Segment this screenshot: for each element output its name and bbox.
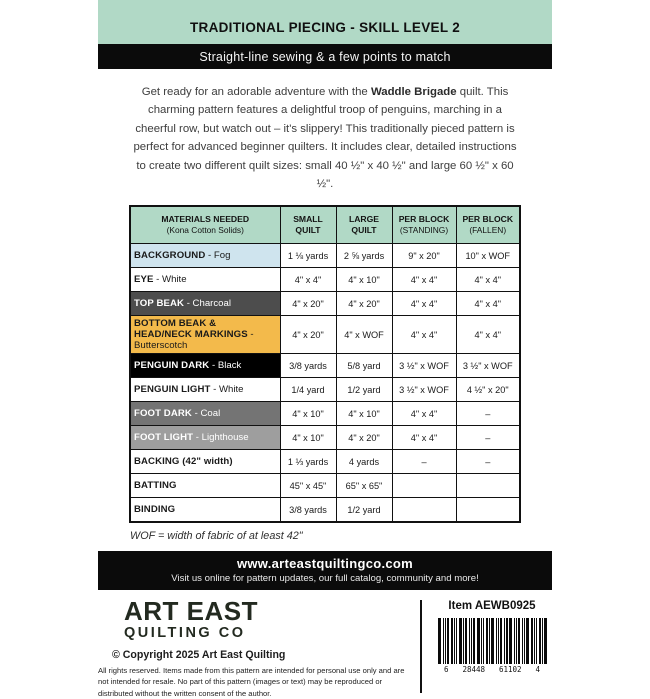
material-label: FOOT LIGHT - Lighthouse (130, 426, 280, 450)
page-title: TRADITIONAL PIECING - SKILL LEVEL 2 (189, 20, 461, 35)
company-logo (98, 595, 416, 641)
footer-right (432, 598, 552, 699)
material-value: 3 ½" x WOF (392, 354, 456, 378)
material-value: 3 ½" x WOF (392, 378, 456, 402)
material-value: 4" x 4" (456, 316, 520, 354)
material-value: 65" x 65" (336, 474, 392, 498)
copyright-line: © Copyright 2025 Art East Quilting (112, 648, 286, 661)
table-row (130, 402, 520, 426)
website-tagline: Visit us online for pattern updates, our full catalog, community and more! (171, 573, 479, 585)
material-label: BACKING (42" width) (130, 450, 280, 474)
material-value: 4" x 10" (336, 402, 392, 426)
material-value (456, 474, 520, 498)
table-row (130, 378, 520, 402)
material-value (456, 498, 520, 522)
col-per-block-fallen: PER BLOCK (FALLEN) (456, 206, 520, 244)
barcode-digit-group: 4 (535, 664, 540, 674)
footer (98, 595, 552, 699)
material-value: 2 ⅝ yards (336, 244, 392, 268)
table-row (130, 450, 520, 474)
table-row (130, 474, 520, 498)
material-value: 3/8 yards (280, 498, 336, 522)
material-value: 4" x 4" (456, 292, 520, 316)
material-value: – (456, 402, 520, 426)
material-value: 4" x 20" (336, 426, 392, 450)
material-value: 1/4 yard (280, 378, 336, 402)
material-label: PENGUIN DARK - Black (130, 354, 280, 378)
table-row (130, 268, 520, 292)
skill-level-band (98, 0, 552, 44)
material-value: 4" x 20" (280, 316, 336, 354)
material-value: 1/2 yard (336, 378, 392, 402)
material-label: TOP BEAK - Charcoal (130, 292, 280, 316)
material-value: 4" x 4" (392, 426, 456, 450)
col-large-quilt: LARGE QUILT (336, 206, 392, 244)
material-label: BATTING (130, 474, 280, 498)
table-row (130, 426, 520, 450)
barcode (438, 618, 547, 664)
material-value: 9" x 20" (392, 244, 456, 268)
wof-footnote: WOF = width of fabric of at least 42" (130, 529, 303, 542)
intro-part1: Get ready for an adorable adventure with the (141, 86, 371, 98)
material-label: BINDING (130, 498, 280, 522)
material-value: 3/8 yards (280, 354, 336, 378)
footer-left (98, 595, 416, 699)
col-materials-needed: MATERIALS NEEDED (Kona Cotton Solids) (130, 206, 280, 244)
pattern-name: Waddle Brigade (370, 86, 457, 98)
logo-line1: ART EAST (124, 595, 258, 626)
material-label: FOOT DARK - Coal (130, 402, 280, 426)
logo-line2: QUILTING CO (124, 624, 246, 641)
material-label: BOTTOM BEAK & HEAD/NECK MARKINGS - Butterscotch (130, 316, 280, 354)
legal-fine-print: All rights reserved. Items made from this pattern are intended for personal use only and are not intended for resale. No part of this pattern (images or text) may be reproduced or distributed without the written consent of the author. (98, 665, 405, 698)
website-url: www.arteastquiltingco.com (236, 556, 414, 572)
material-value: 4 yards (336, 450, 392, 474)
barcode-digit-group: 28448 (462, 664, 486, 674)
website-band (98, 551, 552, 590)
table-row (130, 354, 520, 378)
material-value: – (392, 450, 456, 474)
table-row (130, 244, 520, 268)
material-value: 4" x 4" (392, 268, 456, 292)
col-per-block-standing: PER BLOCK (STANDING) (392, 206, 456, 244)
barcode-bar (544, 618, 547, 664)
material-value: 1 ⅛ yards (280, 244, 336, 268)
material-value: 5/8 yard (336, 354, 392, 378)
material-value: 4" x 4" (280, 268, 336, 292)
material-value: 4" x 10" (280, 402, 336, 426)
material-label: EYE - White (130, 268, 280, 292)
material-value (392, 498, 456, 522)
intro-paragraph (132, 83, 518, 194)
pattern-back-page (98, 0, 552, 699)
material-value: 4" x 4" (392, 402, 456, 426)
footer-divider (420, 600, 422, 693)
material-label: BACKGROUND - Fog (130, 244, 280, 268)
material-value: 4" x 20" (280, 292, 336, 316)
item-number: Item AEWB0925 (448, 599, 536, 612)
material-value: 4" x 10" (336, 268, 392, 292)
material-value: 4" x 4" (392, 316, 456, 354)
material-value: 4" x 4" (392, 292, 456, 316)
material-value: 4 ½" x 20" (456, 378, 520, 402)
barcode-digit-group: 61102 (498, 664, 522, 674)
material-value: – (456, 426, 520, 450)
intro-part2: quilt. This charming pattern features a delightful troop of penguins, marching in a cheerful row, but watch out – it's slippery! This traditionally pieced pattern is perfect for advanced beginner quilters. It includes clear, detailed instructions to create two different quilt sizes: small 40 ½" x 40 ½" and large 60 ½" x 60 ½". (133, 86, 517, 191)
material-label: PENGUIN LIGHT - White (130, 378, 280, 402)
subtitle-band (98, 44, 552, 69)
table-row (130, 316, 520, 354)
material-value: 1 ⅓ yards (280, 450, 336, 474)
subtitle-text: Straight-line sewing & a few points to match (199, 49, 451, 64)
material-value: 4" x 10" (280, 426, 336, 450)
material-value: 10" x WOF (456, 244, 520, 268)
material-value: 4" x 20" (336, 292, 392, 316)
barcode-digits (444, 665, 540, 674)
material-value: 4" x WOF (336, 316, 392, 354)
col-small-quilt: SMALL QUILT (280, 206, 336, 244)
materials-table-body (130, 244, 520, 522)
materials-table-header (130, 206, 520, 244)
material-value: 3 ½" x WOF (456, 354, 520, 378)
material-value (392, 474, 456, 498)
header-row (130, 206, 520, 244)
table-row (130, 292, 520, 316)
material-value: 45" x 45" (280, 474, 336, 498)
material-value: – (456, 450, 520, 474)
table-row (130, 498, 520, 522)
materials-table (129, 205, 521, 523)
material-value: 4" x 4" (456, 268, 520, 292)
barcode-digit-group: 6 (444, 664, 449, 674)
material-value: 1/2 yard (336, 498, 392, 522)
